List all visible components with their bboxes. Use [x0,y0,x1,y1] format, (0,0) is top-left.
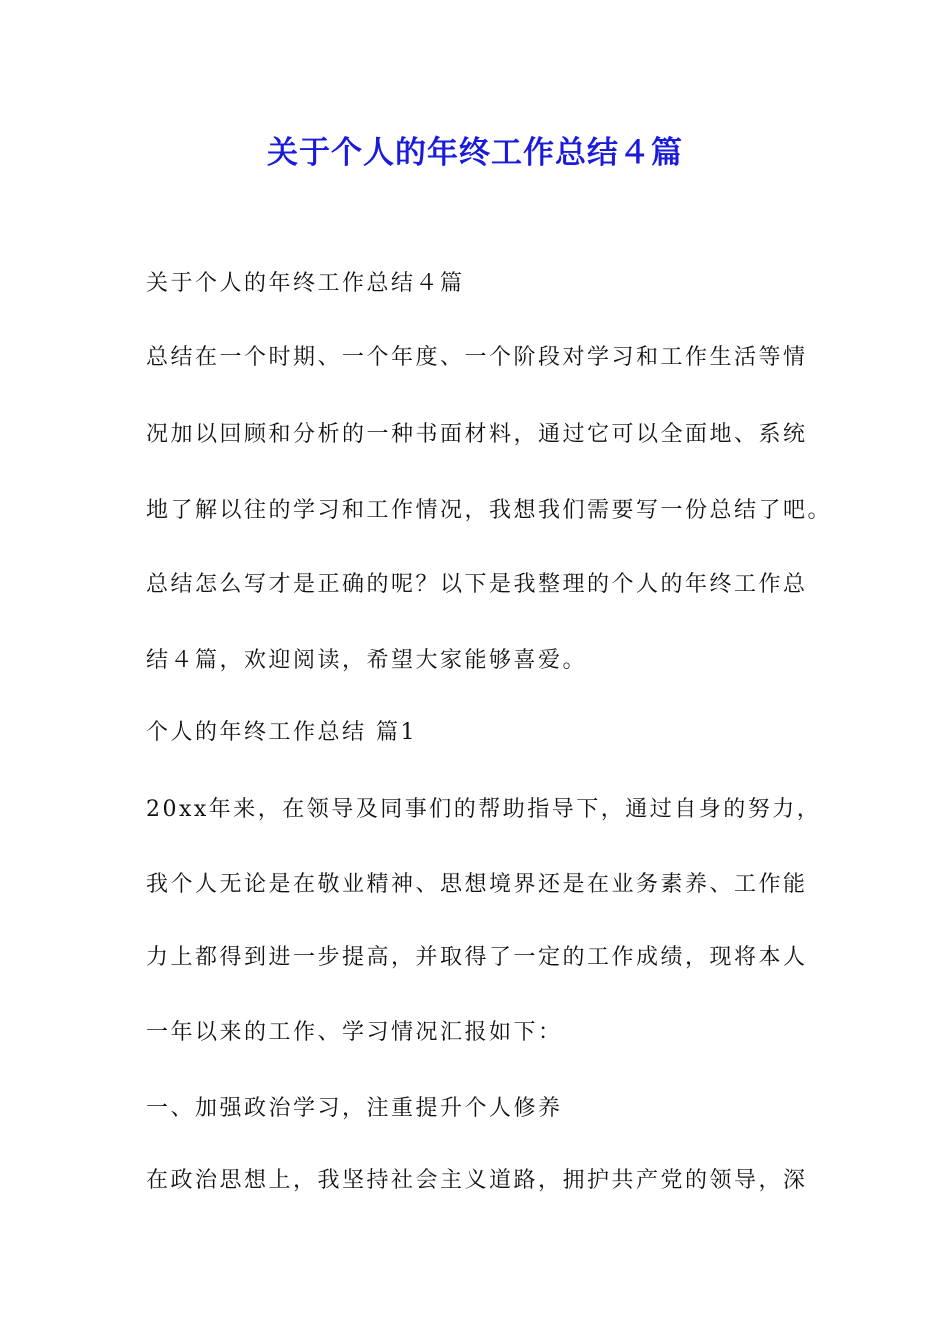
intro-line-4: 总结怎么写才是正确的呢？以下是我整理的个人的年终工作总 [146,572,808,597]
intro-line-2: 况加以回顾和分析的一种书面材料，通过它可以全面地、系统 [146,422,808,447]
body-line-3: 力上都得到进一步提高，并取得了一定的工作成绩，现将本人 [146,945,808,970]
intro-line-1: 总结在一个时期、一个年度、一个阶段对学习和工作生活等情 [146,345,808,370]
document-title: 关于个人的年终工作总结４篇 [267,135,683,171]
intro-line-3: 地了解以往的学习和工作情况，我想我们需要写一份总结了吧。 [146,498,833,523]
section-heading: 个人的年终工作总结 篇1 [146,720,417,745]
intro-line-5: 结４篇，欢迎阅读，希望大家能够喜爱。 [146,648,588,673]
body-line-4: 一年以来的工作、学习情况汇报如下： [146,1020,563,1045]
body-line-5: 在政治思想上，我坚持社会主义道路，拥护共产党的领导，深 [146,1168,808,1193]
body-line-1: 20xx年来，在领导及同事们的帮助指导下，通过自身的努力， [146,797,822,822]
subsection-heading: 一、加强政治学习，注重提升个人修养 [146,1096,563,1121]
body-line-2: 我个人无论是在敬业精神、思想境界还是在业务素养、工作能 [146,872,808,897]
subtitle-line: 关于个人的年终工作总结４篇 [146,271,465,296]
